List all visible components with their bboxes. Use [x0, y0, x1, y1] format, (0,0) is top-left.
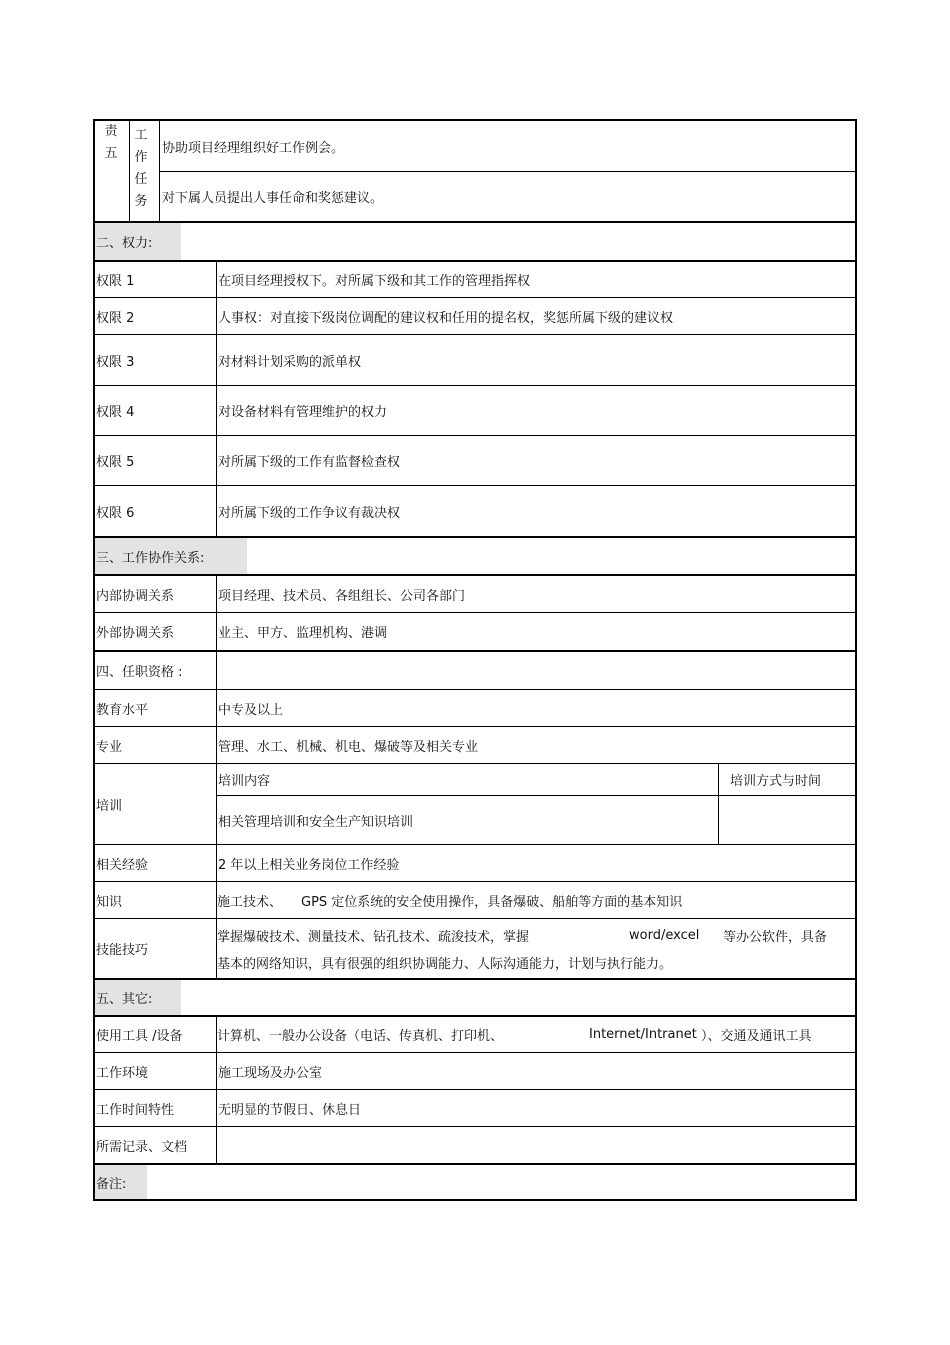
tools-value-part: 计算机、一般办公设备（电话、传真机、打印机、	[217, 1029, 504, 1044]
relations-heading: 三、工作协作关系:	[95, 538, 247, 574]
training-method-header: 培训方式与时间	[730, 774, 822, 789]
skills-text-part: 基本的网络知识，具有很强的组织协调能力、人际沟通能力，计划与执行能力。	[217, 956, 673, 972]
authority-row	[95, 485, 855, 536]
relations-row	[95, 612, 855, 650]
experience-value: 2 年以上相关业务岗位工作经验	[218, 857, 400, 873]
remarks-row	[95, 1163, 855, 1199]
relations-section-header	[95, 536, 855, 574]
skills-text-part: 等办公软件，具备	[723, 929, 828, 945]
training-content-header: 培训内容	[218, 774, 271, 789]
relations-label: 内部协调关系	[96, 588, 175, 604]
other-heading: 五、其它:	[95, 980, 181, 1015]
authority-value: 对设备材料有管理维护的权力	[218, 405, 388, 420]
environment-row	[95, 1052, 855, 1089]
duty5-label-char: 责	[104, 124, 118, 139]
authority-row	[95, 385, 855, 435]
work-time-label: 工作时间特性	[96, 1102, 175, 1118]
relations-label: 外部协调关系	[96, 626, 175, 641]
work-time-value: 无明显的节假日、休息日	[218, 1102, 362, 1118]
skills-text-part: word/excel	[629, 927, 700, 943]
records-row	[95, 1126, 855, 1163]
authority-value: 对所属下级的工作争议有裁决权	[218, 505, 401, 521]
job-description-table	[93, 119, 857, 1201]
duty5-task-label	[131, 125, 151, 213]
duty5-item-2: 对下属人员提出人事任命和奖惩建议。	[162, 191, 384, 206]
duty5-block	[95, 121, 855, 221]
authority-row	[95, 260, 855, 297]
authority-row	[95, 334, 855, 385]
authority-label: 权限 5	[96, 455, 135, 470]
training-label: 培训	[96, 798, 123, 814]
relations-value: 项目经理、技术员、各组组长、公司各部门	[218, 588, 466, 604]
skills-line-1	[217, 925, 847, 945]
authority-value: 在项目经理授权下。对所属下级和其工作的管理指挥权	[218, 274, 531, 289]
authority-value: 对材料计划采购的派单权	[218, 354, 362, 370]
duty5-task-char: 务	[134, 194, 148, 209]
skills-text-part: 掌握爆破技术、测量技术、钻孔技术、疏浚技术，掌握	[217, 929, 530, 945]
work-time-row	[95, 1089, 855, 1126]
duty5-item-1: 协助项目经理组织好工作例会。	[162, 140, 345, 156]
authority-label: 权限 6	[96, 505, 135, 521]
authority-heading: 二、权力:	[95, 223, 181, 260]
experience-row	[95, 844, 855, 881]
skills-row	[95, 918, 855, 978]
authority-value: 人事权：对直接下级岗位调配的建议权和任用的提名权，奖惩所属下级的建议权	[218, 310, 674, 326]
authority-row	[95, 435, 855, 485]
tools-row	[95, 1015, 855, 1052]
skills-label: 技能技巧	[96, 943, 149, 958]
authority-row	[95, 297, 855, 334]
environment-value: 施工现场及办公室	[218, 1065, 323, 1081]
authority-label: 权限 4	[96, 405, 135, 420]
knowledge-row	[95, 881, 855, 918]
qualifications-section-header	[95, 650, 855, 689]
education-value: 中专及以上	[218, 702, 284, 718]
experience-label: 相关经验	[96, 857, 149, 873]
records-value	[217, 1127, 218, 1163]
tools-value-part: Internet/Intranet	[589, 1027, 697, 1042]
duty5-task-char: 作	[134, 150, 148, 165]
duty5-task-char: 任	[134, 172, 148, 187]
major-label: 专业	[96, 739, 123, 755]
knowledge-value-part: GPS 定位系统的安全使用操作，具备爆破、船舶等方面的基本知识	[301, 894, 683, 910]
relations-row	[95, 574, 855, 612]
training-content: 相关管理培训和安全生产知识培训	[218, 814, 414, 830]
authority-label: 权限 2	[96, 310, 135, 326]
environment-label: 工作环境	[96, 1065, 149, 1081]
duty5-task-char: 工	[134, 128, 148, 143]
records-label: 所需记录、文档	[96, 1139, 188, 1155]
authority-label: 权限 1	[96, 274, 135, 289]
other-section-header	[95, 978, 855, 1015]
duty5-label-char: 五	[104, 146, 118, 161]
qualifications-heading: 四、任职资格 :	[96, 665, 183, 680]
remarks-heading: 备注:	[95, 1165, 147, 1199]
major-value: 管理、水工、机械、机电、爆破等及相关专业	[218, 739, 479, 755]
major-row	[95, 726, 855, 763]
authority-value: 对所属下级的工作有监督检查权	[218, 455, 401, 470]
training-row	[95, 763, 855, 844]
education-label: 教育水平	[96, 702, 149, 718]
duty5-label	[101, 121, 121, 165]
training-method	[729, 796, 730, 844]
knowledge-label: 知识	[96, 894, 123, 910]
tools-label: 使用工具 /设备	[96, 1029, 183, 1044]
authority-section-header	[95, 221, 855, 260]
tools-value-part: ）、交通及通讯工具	[701, 1029, 812, 1044]
education-row	[95, 689, 855, 726]
knowledge-value-part: 施工技术、	[217, 894, 283, 910]
authority-label: 权限 3	[96, 354, 135, 370]
relations-value: 业主、甲方、监理机构、港调	[218, 626, 388, 641]
